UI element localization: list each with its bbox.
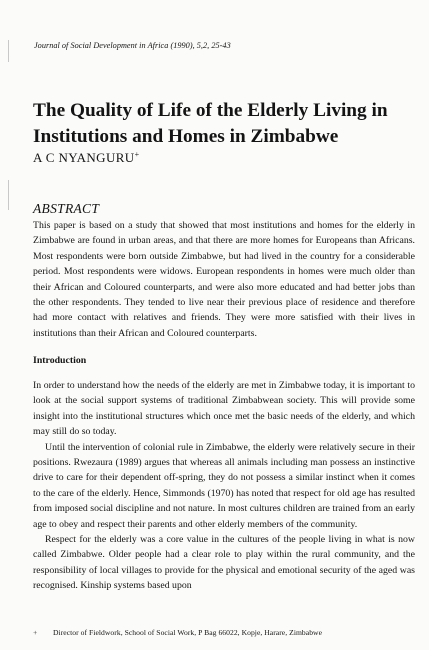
author-line: [33, 150, 140, 166]
journal-citation: Journal of Social Development in Africa (1990), 5,2, 25-43: [34, 41, 231, 50]
author-name: A C NYANGURU: [33, 150, 135, 165]
author-footnote-mark: +: [134, 150, 140, 159]
introduction-paragraph: Until the intervention of colonial rule in Zimbabwe, the elderly were relatively secure in their positions. Rwezaura (1989) argues that whereas all animals including man possess an instinctive drive to care for their dependent off-spring, they do not possess a similar instinct when it comes to the care of the elderly. Hence, Simmonds (1970) has noted that respect for old age has resulted from imposed social discipline and not nature. In most cultures children are trained from an early age to obey and respect their parents and other elderly members of the community.: [33, 441, 415, 530]
introduction-paragraph: Respect for the elderly was a core value in the cultures of the people living in what is now called Zimbabwe. Older people had a clear role to play within the rural community, and the responsibility of local villages to provide for the physical and emotional security of the aged was recognised. Kinship systems based upon: [33, 534, 415, 592]
footnote-mark: +: [33, 628, 38, 637]
abstract-heading: ABSTRACT: [33, 201, 100, 216]
introduction-paragraph: In order to understand how the needs of the elderly are met in Zimbabwe today, it is important to look at the social support systems of traditional Zimbabwean society. This will provide some insight into the institutional structures which once met the basic needs of the elderly, and which may still do so today.: [33, 380, 415, 438]
page-edge-mark: [8, 40, 9, 62]
page-edge-mark: [8, 180, 9, 210]
footnote-text: Director of Fieldwork, School of Social Work, P Bag 66022, Kopje, Harare, Zimbabwe: [53, 628, 323, 637]
article-title: The Quality of Life of the Elderly Living in Institutions and Homes in Zimbabwe: [33, 100, 388, 147]
abstract-body: [33, 218, 415, 341]
author-footnote: [33, 628, 415, 637]
introduction-heading: Introduction: [33, 355, 87, 366]
abstract-paragraph: This paper is based on a study that showed that most institutions and homes for the elderly in Zimbabwe are found in urban areas, and that there are more homes for Europeans than Africans. Most respondents were born outside Zimbabwe, but had lived in the country for a considerable period. Most respondents were widows. European respondents in homes were much older than their African and Coloured counterparts, and were also more educated and had better jobs than the other respondents. They tended to live near their previous place of residence and therefore had more contact with relatives and friends. They were more satisfied with their lives in institutions than their African and Coloured counterparts.: [33, 220, 415, 339]
introduction-body: [33, 378, 415, 594]
